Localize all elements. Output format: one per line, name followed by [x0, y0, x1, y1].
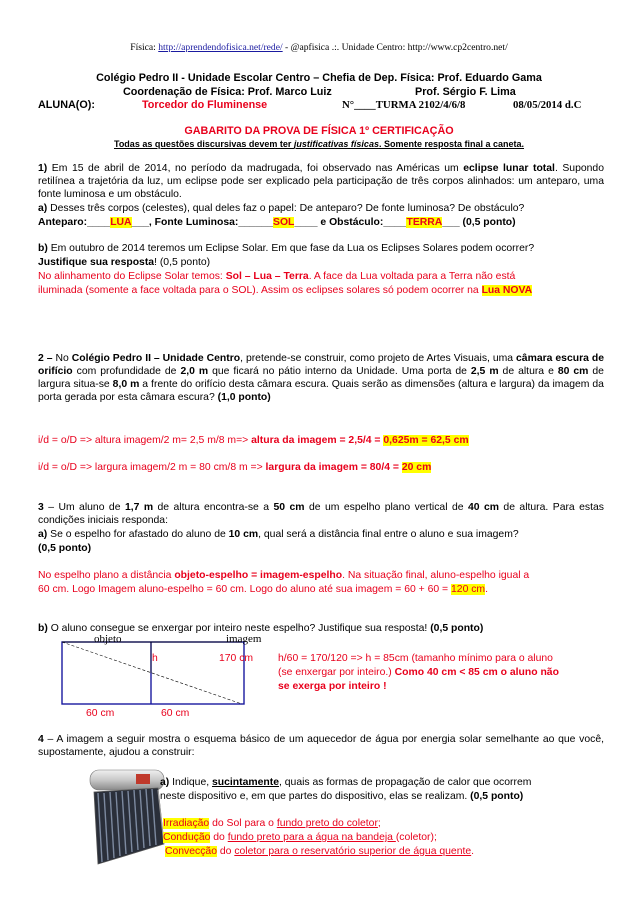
q1-number: 1): [38, 163, 48, 174]
q1b-justify: [38, 256, 210, 269]
q1a-question: [38, 202, 524, 215]
q2-answer-width: [38, 461, 431, 474]
tank-band: [136, 774, 150, 784]
q1a-answer: [38, 216, 516, 229]
subtitle-b: justificativas físicas: [293, 139, 379, 149]
q2-ans2c: 20 cm: [401, 462, 432, 473]
diagram-objeto-label: objeto: [94, 633, 122, 645]
q1b-justify-label: Justifique sua resposta: [38, 257, 155, 268]
q3a-answer-1: [38, 569, 529, 582]
q1b-text: Em outubro de 2014 teremos um Eclipse Solar. Em que fase da Lua os Eclipses Solares podem ocorrer?: [47, 243, 535, 254]
q2-answer-height: [38, 434, 469, 447]
header-middle: - @apfisica .:. Unidade Centro: http://www.cp2centro.net/: [282, 42, 508, 53]
q1b-ans-1: No alinhamento do Eclipse Solar temos:: [38, 271, 226, 282]
q2-ans2b: largura da imagem = 80/4 =: [265, 462, 402, 473]
page-title: GABARITO DA PROVA DE FÍSICA 1º CERTIFICAÇÃO: [184, 125, 454, 137]
q2-t1c: , pretende-se construir, como projeto de Artes Visuais, uma: [240, 353, 517, 364]
q1b-ans-2: . A face da Lua voltada para a Terra não está: [308, 271, 516, 282]
page-header: [0, 41, 638, 54]
q4a-question-2: [160, 790, 523, 803]
q3-t1e: de um espelho plano vertical de: [304, 502, 468, 513]
q2-t3d: 80 cm: [557, 366, 589, 377]
q3b-answer-3: se exerga por inteiro !: [278, 681, 387, 692]
q4a-answer-2: [163, 831, 437, 844]
q1-statement: [38, 162, 604, 201]
q2-statement: [38, 352, 604, 404]
page-subtitle: [0, 138, 638, 151]
q2-ans1c: 0,625m = 62,5 cm: [383, 435, 469, 446]
exam-date: 08/05/2014 d.C: [513, 99, 582, 111]
q2-t2e: que ficará no pátio interno da Unidade. Uma porta de: [208, 366, 471, 377]
q1a-ans-terra: TERRA: [406, 217, 443, 228]
q3-statement: [38, 501, 604, 527]
header-prefix: Física:: [130, 42, 159, 53]
q3-t1b: 1,7 m: [124, 502, 154, 513]
q2-ans1a: i/d = o/D => altura imagem/2 m= 2,5 m/8 m=>: [38, 435, 252, 446]
q3a-ans1b: objeto-espelho = imagem-espelho: [174, 570, 343, 581]
q3a-question: [38, 528, 519, 541]
q1-text-1: Em 15 de abril de 2014, no período da madrugada, foi observado nas Américas um: [47, 163, 464, 174]
tank: [90, 770, 164, 790]
q3-t1: – Um aluno de: [43, 502, 125, 513]
q3a-ans2: 60 cm. Logo Imagem aluno-espelho = 60 cm. Logo do aluno até sua imagem = 60 + 60 =: [38, 584, 452, 595]
q1b-answer-2: [38, 284, 532, 297]
q2-t3b: 2,5 m: [470, 366, 499, 377]
q4a-r2c: fundo preto para a água na bandeja: [227, 832, 396, 843]
q4a-answer-1: [163, 817, 381, 830]
diagram-h-label: h: [152, 653, 158, 664]
class-number: N°____TURMA 2102/4/6/8: [342, 99, 466, 111]
q4a-r2b: do: [210, 832, 228, 843]
q2-t3e: de largura situa-se: [38, 366, 604, 390]
q1a-text: Desses três corpos (celestes), qual deles faz o papel: De anteparo? De fonte luminosa? De obstáculo?: [47, 203, 525, 214]
student-name: Torcedor do Fluminense: [142, 99, 268, 111]
q1a-ans-2: ___, Fonte Luminosa:______: [131, 217, 274, 228]
diagram-dist-2: 60 cm: [161, 708, 190, 719]
school-line-1: Colégio Pedro II - Unidade Escolar Centro – Chefia de Dep. Física: Prof. Eduardo Gama: [96, 72, 542, 84]
q1-text-bold: eclipse lunar total: [463, 163, 555, 174]
q3b-ans2b: Como 40 cm < 85 cm o aluno não: [394, 667, 559, 678]
q2-t2b: câmara escura de orifício: [38, 353, 604, 377]
q3a-ans1c: . Na situação final, aluno-espelho igual a: [342, 570, 530, 581]
q3b-points: (0,5 ponto): [430, 623, 484, 634]
q3b-ans2a: (se enxergar por inteiro.): [278, 667, 395, 678]
q1a-ans-1: Anteparo:____: [38, 217, 111, 228]
q2-number: 2 –: [38, 353, 56, 364]
q2-t2c: com profundidade de: [72, 366, 181, 377]
solar-heater-image: [88, 764, 166, 868]
subtitle-a: Todas as questões discursivas devem ter: [113, 139, 294, 149]
q2-ans1b: altura da imagem = 2,5/4 =: [251, 435, 384, 446]
q1a-ans-lua: LUA: [110, 217, 132, 228]
q4a-r1a: Irradiação: [163, 818, 210, 829]
q4a-question-1: [160, 776, 531, 789]
q1a-ans-3: ____ e Obstáculo:____: [294, 217, 407, 228]
q3b-text: O aluno consegue se enxergar por inteiro neste espelho? Justifique sua resposta!: [47, 623, 431, 634]
q2-t1b: Colégio Pedro II – Unidade Centro: [71, 353, 241, 364]
q3-t1f: 40 cm: [467, 502, 499, 513]
diagram-170-label: 170 cm: [219, 653, 254, 664]
q3a-points: (0,5 ponto): [38, 543, 92, 554]
q3a-text: Se o espelho for afastado do aluno de: [47, 529, 229, 540]
subtitle-c: . Somente resposta final a caneta.: [378, 139, 525, 149]
q4a-r2d: (coletor);: [395, 832, 437, 843]
q4a-r1d: ;: [377, 818, 381, 829]
q3-t1c: de altura encontra-se a: [153, 502, 274, 513]
q3-number: 3: [38, 502, 44, 513]
q4a-r2a: Condução: [163, 832, 211, 843]
q3-t1d: 50 cm: [273, 502, 305, 513]
q2-ans2a: i/d = o/D => largura imagem/2 m = 80 cm/8 m =>: [38, 462, 266, 473]
q2-t1: No: [55, 353, 72, 364]
q4a-t1b: sucintamente: [212, 777, 279, 788]
q4a-t1c: , quais as formas de propagação de calor que ocorrem: [278, 777, 532, 788]
q4a-r3c: coletor para o reservatório superior de água quente: [234, 846, 472, 857]
q1a-label: a): [38, 203, 48, 214]
q4a-t1: Indique,: [169, 777, 212, 788]
q3a-answer-2: [38, 583, 488, 596]
q4a-r3d: .: [471, 846, 475, 857]
coordination: Coordenação de Física: Prof. Marco Luiz: [123, 86, 332, 98]
q2-t3f: 8,0 m: [112, 379, 140, 390]
q1b-question: [38, 242, 534, 255]
q2-t2d: 2,0 m: [180, 366, 209, 377]
q4a-r1c: fundo preto do coletor: [276, 818, 378, 829]
q1a-ans-4: ___ (0,5 ponto): [442, 217, 516, 228]
q2-t3c: de altura e: [498, 366, 558, 377]
q4-number: 4: [38, 734, 44, 745]
q3-t1g: de altura. Para estas condições iniciais responda:: [38, 502, 604, 526]
q4a-points: (0,5 ponto): [470, 791, 524, 802]
q4a-answer-3: [165, 845, 474, 858]
header-link[interactable]: http://aprendendofisica.net/rede/: [158, 42, 283, 53]
q3a-textc: , qual será a distância final entre o aluno e sua imagem?: [258, 529, 519, 540]
q3b-answer-1: h/60 = 170/120 => h = 85cm (tamanho mínimo para o aluno: [278, 653, 553, 664]
q2-t3h: (1,0 ponto): [217, 392, 271, 403]
q4a-r1b: do Sol para o: [209, 818, 277, 829]
q1b-points: ! (0,5 ponto): [154, 257, 211, 268]
q1b-ans-3: iluminada (somente a face voltada para o SOL). Assim os eclipses solares só podem ocorrer na: [38, 285, 482, 296]
q1-text-2: . Supondo retilínea a trajetória da luz, um eclipse pode ser explicado pela participação de três corpos alinhados: um anteparo, uma fonte luminosa e um obstáculo.: [38, 163, 604, 200]
teacher: Prof. Sérgio F. Lima: [415, 86, 516, 98]
q3b-label: b): [38, 623, 48, 634]
diagram-dist-1: 60 cm: [86, 708, 115, 719]
q3a-textb: 10 cm: [228, 529, 259, 540]
q3a-ans2b: 120 cm: [451, 584, 486, 595]
q3b-answer-2: [278, 666, 559, 679]
q3a-ans1: No espelho plano a distância: [38, 570, 175, 581]
q2-t3g: a frente do orifício desta câmara escura. Quais serão as dimensões (altura e largura) da imagem da porta gerada por esta câmara escura?: [38, 379, 604, 403]
q3a-label: a): [38, 529, 48, 540]
q4a-t2: neste dispositivo e, em que partes do dispositivo, elas se realizam.: [160, 791, 471, 802]
q4-text: – A imagem a seguir mostra o esquema básico de um aquecedor de água por energia solar semelhante ao que você, supostamente, ajudou a construir:: [38, 734, 604, 758]
q4a-r3b: do: [216, 846, 235, 857]
q1b-ans-lua-nova: Lua NOVA: [481, 285, 533, 296]
q1b-ans-bold: Sol – Lua – Terra: [225, 271, 309, 282]
q1a-ans-sol: SOL: [273, 217, 295, 228]
q4-statement: [38, 733, 604, 759]
q4a-label: a): [160, 777, 170, 788]
q1b-answer-1: [38, 270, 515, 283]
q4a-r3a: Convecção: [165, 846, 217, 857]
q3a-ans2c: .: [485, 584, 488, 595]
student-label: ALUNA(O):: [38, 99, 95, 111]
diagram-imagem-label: imagem: [226, 633, 262, 645]
q1b-label: b): [38, 243, 48, 254]
